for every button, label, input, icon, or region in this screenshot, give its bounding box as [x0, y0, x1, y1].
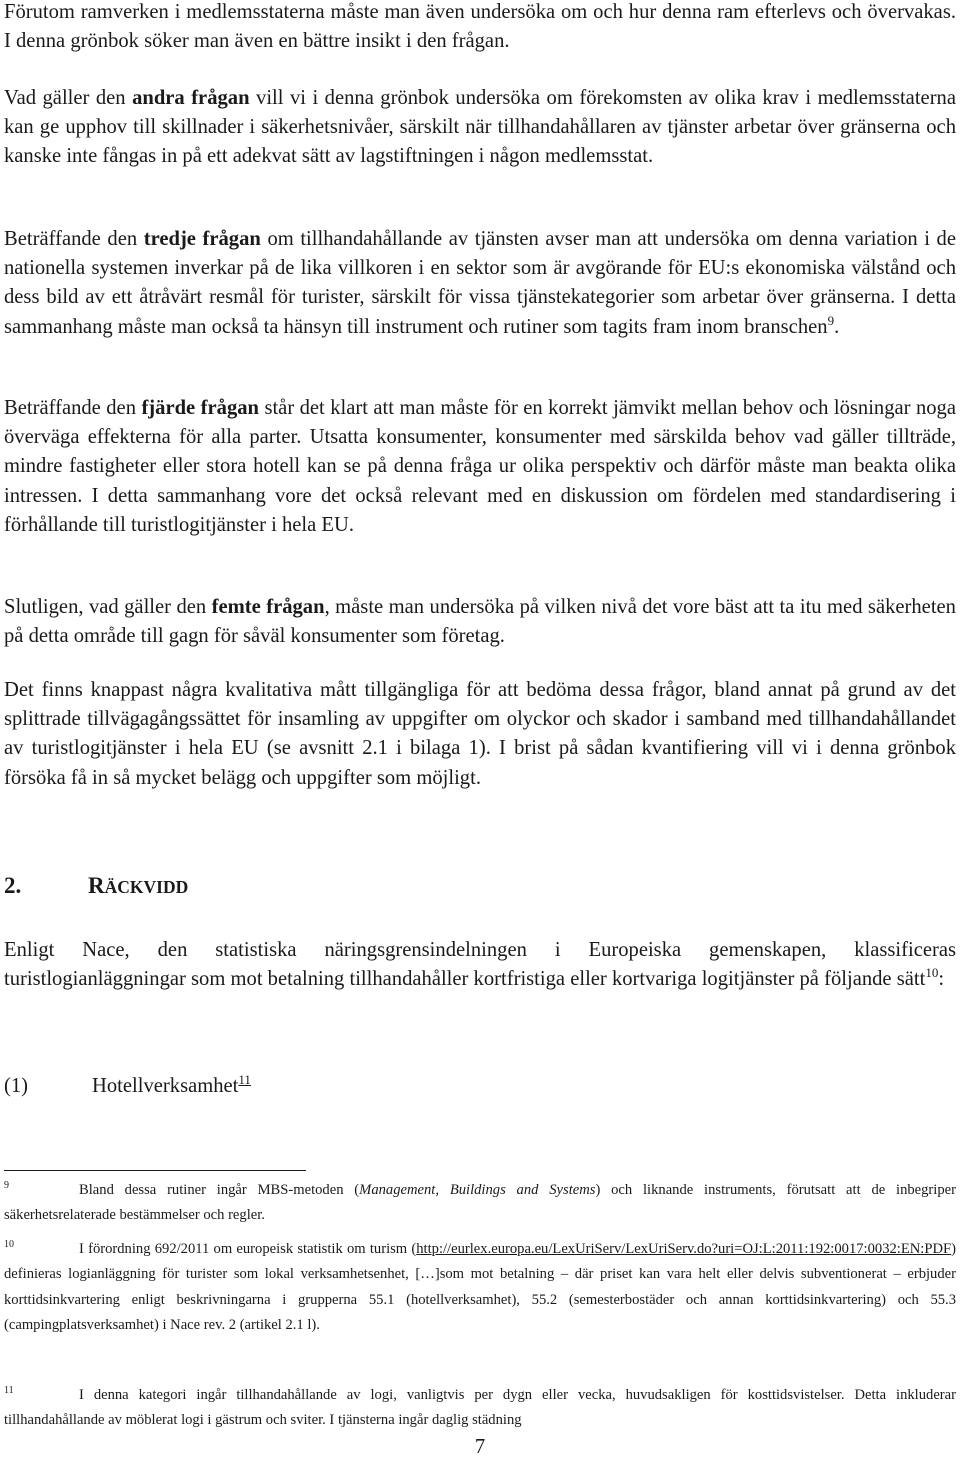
- paragraph-text: Vad gäller den: [4, 87, 133, 109]
- paragraph: [4, 0, 956, 56]
- footnote-text: I förordning 692/2011 om europeisk statistik om turism (: [79, 1241, 417, 1257]
- footnote-text: ) definieras logianläggning för turister som lokal verksamhetsenhet, […]som mot betalning – där priset kan vara helt eller delvis subventionerat – erbjuder korttidsinkvartering enligt beskrivningarna i grupperna 55.1 (hotellverksamhet), 55.2 (semesterbostäder och annan korttidsinkvartering) och 55.3 (campingplatsverksamhet) i Nace rev. 2 (artikel 2.1 l).: [4, 1241, 956, 1334]
- footnote: 11 I denna kategori ingår tillhandahållande av logi, vanligtvis per dygn eller vecka, huvudsakligen för kosttidsvistelser. Detta inkluderar tillhandahållande av möblerat logi i gästrum och sviter. I tjänsterna ingår daglig städning: [4, 1385, 956, 1429]
- bold-term: fjärde frågan: [141, 397, 259, 419]
- paragraph-text: .: [834, 315, 840, 338]
- paragraph-text: Beträffande den: [4, 228, 144, 250]
- page-number: 7: [474, 1436, 486, 1458]
- paragraph-text: Slutligen, vad gäller den: [4, 596, 212, 618]
- list-item: [4, 1072, 251, 1098]
- paragraph-text: Det finns knappast några kvalitativa mått tillgängliga för att bedöma dessa frågor, bland annat på grund av det splittrade tillvägagångssättet för insamling av uppgifter om olyckor och skador i samband med tillhandahållandet av turistlogitjänster i hela EU (se avsnitt 2.1 i bilaga 1). I brist på sådan kvantifiering vill vi i denna grönbok försöka få in så mycket belägg och uppgifter som möjligt.: [4, 679, 956, 789]
- paragraph-text: vill vi i denna grönbok undersöka om förekomsten av olika krav i medlemsstaterna kan ge upphov till skillnader i säkerhetsnivåer, särskilt när tillhandahållaren av tjänster arbetar över gränserna och kanske inte fångas in på ett adekvat sätt av lagstiftningen i någon medlemsstat.: [4, 87, 956, 168]
- paragraph: [4, 593, 956, 651]
- bold-term: tredje frågan: [143, 228, 261, 250]
- footnote-divider: [4, 1170, 306, 1171]
- footnote-ref[interactable]: 11: [238, 1072, 251, 1088]
- paragraph: [4, 394, 956, 540]
- paragraph-text: Förutom ramverken i medlemsstaterna måste man även undersöka om och hur denna ram efterlevs och övervakas. I denna grönbok söker man även en bättre insikt i den frågan.: [4, 1, 956, 53]
- footnote-text: Bland dessa rutiner ingår MBS-metoden (: [79, 1182, 360, 1198]
- list-item-number: (1): [4, 1075, 29, 1097]
- bold-term: andra frågan: [132, 87, 250, 109]
- footnote-ref[interactable]: 10: [925, 965, 939, 981]
- list-item-label: Hotellverksamhet: [92, 1075, 239, 1097]
- paragraph-text: Enligt Nace, den statistiska näringsgrensindelningen i Europeiska gemenskapen, klassificeras turistlogianläggningar som mot betalning tillhandahåller kortfristiga eller kortvariga logitjänster på följande sätt: [4, 939, 956, 991]
- section-heading: [4, 873, 188, 899]
- section-title: R: [88, 873, 105, 898]
- section-title: ÄCKVIDD: [104, 877, 189, 897]
- paragraph: [4, 225, 956, 342]
- footnote-italic: Management, Buildings and Systems: [359, 1182, 596, 1198]
- footnote-text: I denna kategori ingår tillhandahållande av logi, vanligtvis per dygn eller vecka, huvudsakligen för kosttidsvistelser. Detta inkluderar tillhandahållande av möblerat logi i gästrum och sviter. I tjänsterna ingår daglig städning: [4, 1387, 956, 1429]
- paragraph: [4, 676, 956, 793]
- section-number: 2.: [4, 873, 22, 898]
- footnote-link[interactable]: http://eurlex.europa.eu/LexUriServ/LexUriServ.do?uri=OJ:L:2011:192:0017:0032:EN:PDF: [416, 1241, 952, 1257]
- footnote: 10 I förordning 692/2011 om europeisk statistik om turism (http://eurlex.europa.eu/LexUriServ/LexUriServ.do?uri=OJ:L:2011:192:0017:0032:EN:PDF) definieras logianläggning för turister som lokal verksamhetsenhet, […]som mot betalning – där priset kan vara helt eller delvis subventionerat – erbjuder korttidsinkvartering enligt beskrivningarna i grupperna 55.1 (hotellverksamhet), 55.2 (semesterbostäder och annan korttidsinkvartering) och 55.3 (campingplatsverksamhet) i Nace rev. 2 (artikel 2.1 l).: [4, 1239, 956, 1334]
- paragraph-text: står det klart att man måste för en korrekt jämvikt mellan behov och lösningar noga överväga effekterna för alla parter. Utsatta konsumenter, konsumenter med särskilda behov vad gäller tillträde, mindre fastigheter eller stora hotell kan se på denna fråga ur olika perspektiv och därför måste man beakta olika intressen. I detta sammanhang vore det också relevant med en diskussion om fördelen med standardisering i förhållande till turistlogitjänster i hela EU.: [4, 397, 956, 536]
- paragraph-text: om tillhandahållande av tjänsten avser man att undersöka om denna variation i de nationella systemen inverkar på de lika villkoren i en sektor som är avgörande för EU:s ekonomiska välstånd och dess bild av ett åtråvärt resmål för turister, särskilt för vissa tjänstekategorier som arbetar över gränserna. I detta sammanhang måste man också ta hänsyn till instrument och rutiner som tagits fram inom branschen: [4, 228, 956, 338]
- footnote-text: ) och liknande instruments, förutsatt att de inbegriper säkerhetsrelaterade bestämmelser och regler.: [4, 1182, 956, 1224]
- paragraph: [4, 84, 956, 172]
- paragraph-text: , måste man undersöka på vilken nivå det vore bäst att ta itu med säkerheten på detta område till gagn för såväl konsumenter som företag.: [4, 596, 956, 648]
- footnote: 9 Bland dessa rutiner ingår MBS-metoden (Management, Buildings and Systems) och liknande instruments, förutsatt att de inbegriper säkerhetsrelaterade bestämmelser och regler.: [4, 1180, 956, 1224]
- paragraph-text: :: [938, 968, 945, 991]
- paragraph-text: Beträffande den: [4, 397, 142, 419]
- footnote-ref[interactable]: 9: [827, 312, 835, 328]
- paragraph: [4, 936, 956, 994]
- bold-term: femte frågan: [211, 596, 325, 618]
